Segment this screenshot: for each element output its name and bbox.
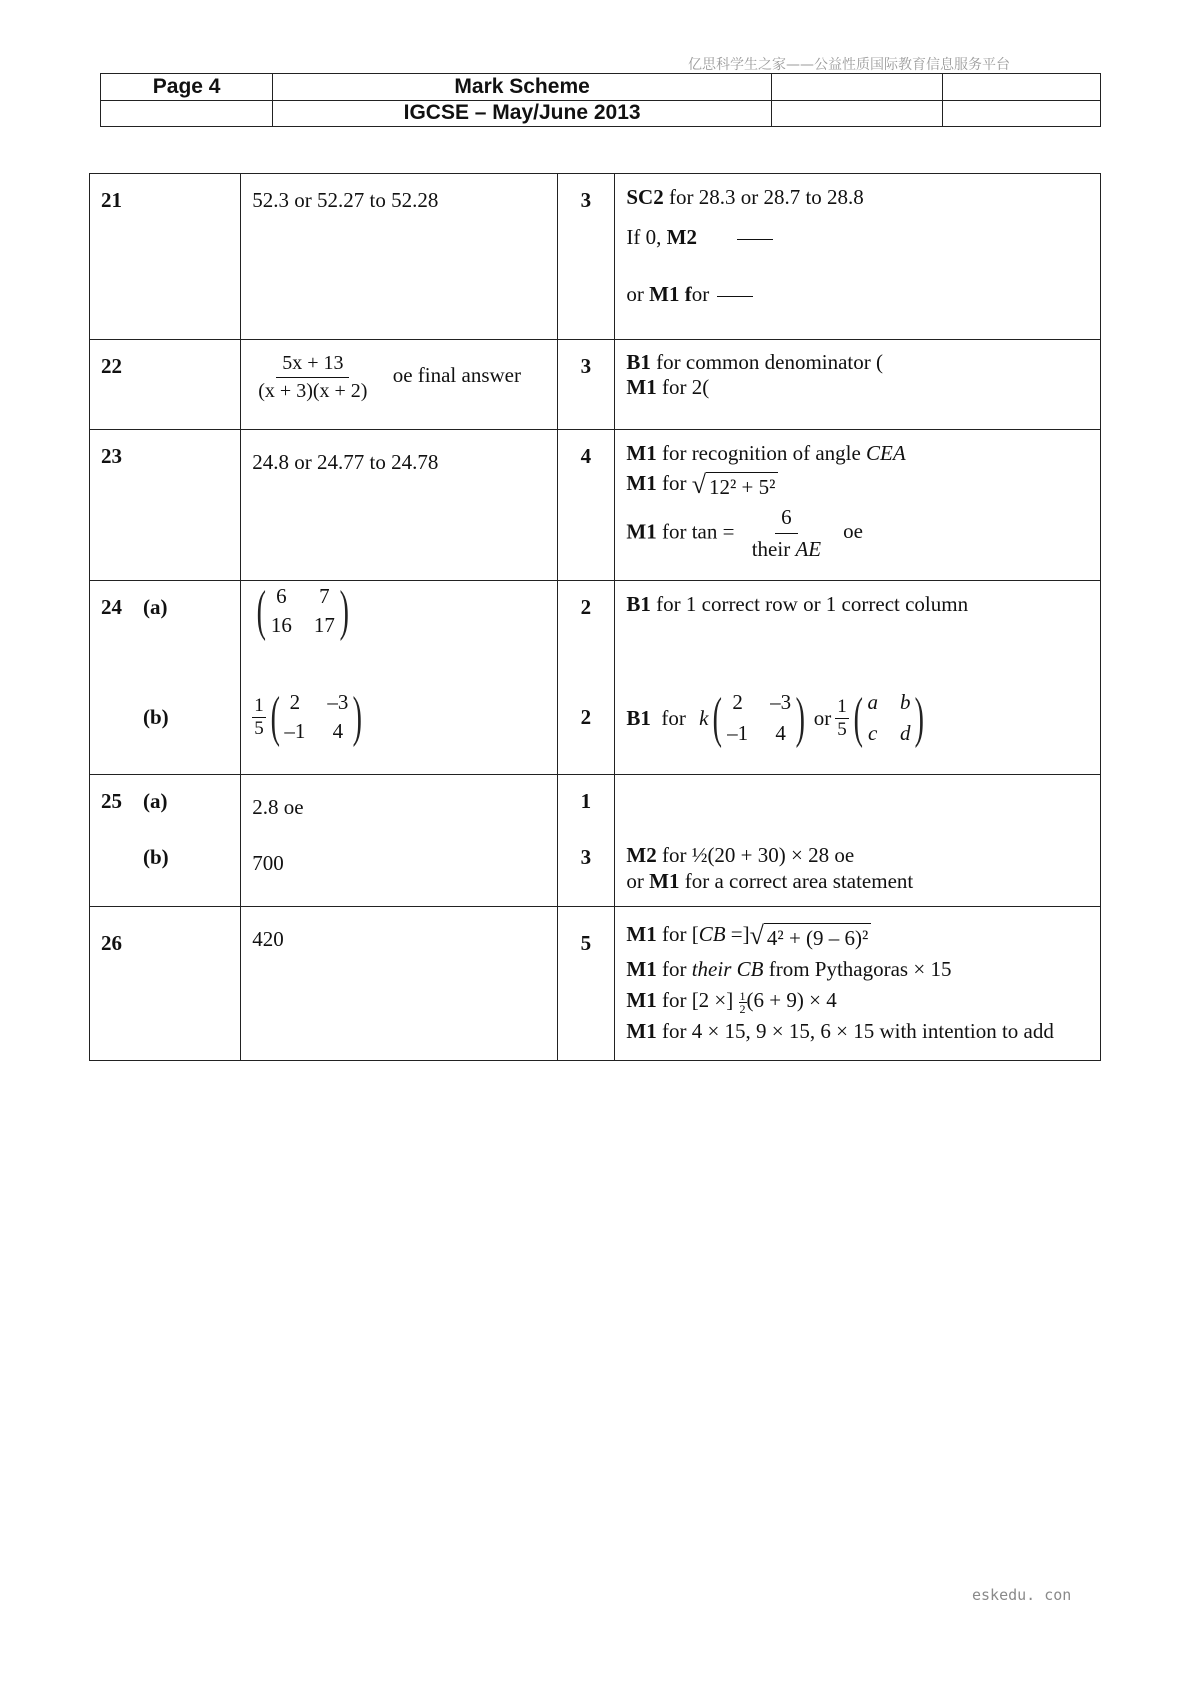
marks: 2	[580, 595, 592, 619]
header-empty-2	[942, 74, 1100, 101]
question-number: 25	[101, 789, 122, 813]
question-number: 22	[101, 354, 122, 378]
mark-scheme-table	[89, 173, 1101, 1061]
answer: 52.3 or 52.27 to 52.28	[252, 188, 439, 212]
marks: 2	[580, 705, 592, 729]
question-number: 24	[101, 595, 122, 619]
table-row	[90, 581, 1101, 775]
table-row	[90, 907, 1101, 1061]
marks: 3	[580, 188, 592, 212]
part-label: (a)	[143, 595, 168, 619]
page-title: Mark Scheme	[273, 74, 772, 101]
marks: 3	[580, 354, 592, 378]
answer: 420	[252, 927, 284, 951]
header-empty-3	[101, 100, 273, 127]
guidance-line: If 0, M2	[626, 224, 773, 251]
question-number: 23	[101, 444, 122, 468]
part-label: (b)	[143, 705, 169, 729]
answer-matrix: ( 6 7 16 17 )	[256, 580, 349, 642]
guidance-line: M1 for recognition of angle CEA	[626, 441, 906, 465]
guidance-line: M2 for ½(20 + 30) × 28 oe	[626, 843, 855, 867]
table-row	[90, 775, 1101, 907]
part-label: (b)	[143, 845, 169, 869]
header-table	[100, 73, 1101, 127]
guidance-line: M1 for √ 12² + 5²	[626, 470, 778, 499]
marks: 3	[580, 845, 592, 869]
marks: 4	[580, 444, 592, 468]
question-number: 26	[101, 931, 122, 955]
guidance-line: M1 for their CB from Pythagoras × 15	[626, 957, 952, 981]
answer: 2.8 oe	[252, 795, 304, 819]
marks: 5	[580, 931, 592, 955]
watermark: 亿思科学生之家——公益性质国际教育信息服务平台	[688, 57, 1010, 73]
table-row	[90, 430, 1101, 581]
header-empty-1	[771, 74, 942, 101]
answer-matrix: $\frac{1}{5}$ ( 2 –3 –1 4 )	[254, 686, 363, 748]
header-empty-5	[942, 100, 1100, 127]
guidance-line: or M1 for a correct area statement	[626, 869, 914, 893]
question-number: 21	[101, 188, 122, 212]
guidance-line: M1 for [2 ×] $\frac{1}{2}$ (6 + 9) × 4	[626, 988, 837, 1016]
guidance-line: M1 for 4 × 15, 9 × 15, 6 × 15 with intention to add	[626, 1019, 1054, 1043]
answer: $\frac{5x + 13}{(x + 3)(x + 2)}$ oe final answer	[258, 352, 521, 402]
footer-site: eskedu. con	[972, 1586, 1072, 1604]
table-row	[90, 174, 1101, 340]
guidance-line: M1 for tan = $\frac{6}{\text{their AE}}$ oe	[626, 505, 863, 561]
answer: 24.8 or 24.77 to 24.78	[252, 450, 439, 474]
guidance-line: M1 for [CB =] √ 4² + (9 – 6)²	[626, 921, 871, 950]
guidance-line: B1 for common denominator (	[626, 350, 883, 374]
guidance-line: B1 for 1 correct row or 1 correct column	[626, 592, 969, 616]
page-number: Page 4	[101, 74, 273, 101]
guidance-line: SC2 for 28.3 or 28.7 to 28.8	[626, 185, 864, 209]
header-empty-4	[771, 100, 942, 127]
marks: 1	[580, 789, 592, 813]
guidance-line: or M1 for	[626, 281, 753, 308]
table-row	[90, 340, 1101, 430]
answer: 700	[252, 851, 284, 875]
guidance-line: B1 for k ( 2 –3 –1 4 ) or $\frac{1}{5}$ ( a b c d )	[626, 687, 925, 749]
exam-session: IGCSE – May/June 2013	[273, 100, 772, 127]
part-label: (a)	[143, 789, 168, 813]
guidance-line: M1 for 2(	[626, 375, 710, 399]
